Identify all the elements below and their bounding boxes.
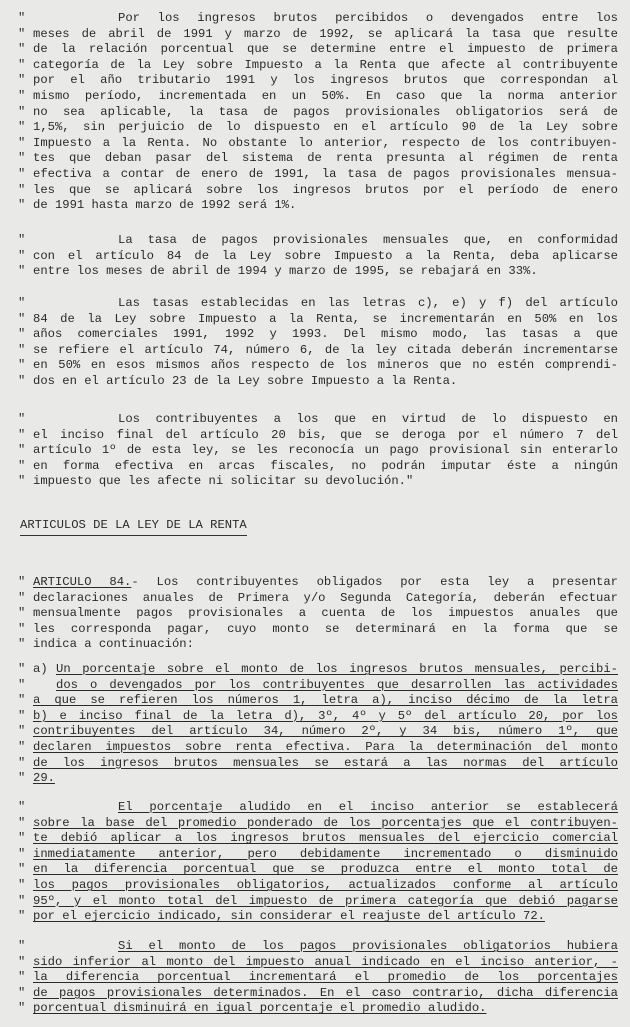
quote-mark: " [18, 198, 26, 213]
line-text [33, 89, 618, 105]
quote-mark: " [18, 342, 26, 357]
quote-mark: " [18, 427, 26, 442]
quote-mark: " [18, 708, 26, 723]
line-content: El porcentaje aludido en el inciso anterior se establecerá [118, 800, 618, 814]
quote-mark: " [18, 11, 26, 25]
line-content: Por los ingresos brutos percibidos o devengados entre los [118, 11, 618, 25]
line-text [33, 343, 618, 359]
line-text [33, 120, 618, 136]
quote-mark: " [18, 846, 26, 861]
line-content: los pagos provisionales obligatorios, actualizados conforme al artículo [33, 877, 618, 892]
line-text [33, 862, 618, 878]
line-content: Los contribuyentes a los que en virtud de lo dispuesto en [118, 412, 618, 426]
quote-mark: " [18, 182, 26, 197]
paragraph-contribuyentes-20bis [18, 412, 618, 490]
line-text [33, 151, 618, 167]
text-line [18, 970, 618, 986]
line-text [33, 374, 618, 390]
line-text [33, 709, 618, 725]
line-text [33, 105, 618, 121]
quote-mark: " [18, 815, 26, 830]
text-line [18, 637, 618, 653]
line-content: a que se refieren los números 1, letra a), inciso décimo de la letra [33, 693, 618, 708]
quote-mark: " [18, 755, 26, 770]
item-a [18, 662, 618, 787]
line-text [33, 970, 618, 986]
line-text [33, 606, 618, 622]
line-content: por el año tributario 1991 y los ingresos brutos que correspondan al [33, 73, 618, 88]
line-text [33, 771, 618, 787]
text-line [18, 847, 618, 863]
text-line [18, 58, 618, 74]
quote-mark: " [18, 662, 26, 676]
line-content: de la relación porcentual que se determine entre el impuesto de primera [33, 42, 618, 57]
line-text [33, 27, 618, 43]
text-line [18, 27, 618, 43]
quote-mark: " [18, 724, 26, 739]
line-content: artículo 1º de esta ley, se les reconocía un pago provisional sin enterarlo [33, 443, 618, 458]
text-line [18, 89, 618, 105]
quote-mark: " [18, 57, 26, 72]
line-content: de pagos provisionales determinados. En el caso contrario, dicha diferencia [33, 985, 618, 1000]
paragraph-tasa-1991 [18, 11, 618, 214]
quote-mark: " [18, 358, 26, 373]
line-text [33, 312, 618, 328]
line-content: el inciso final del artículo 20 bis, que se deroga por el número 7 del [33, 427, 618, 442]
line-text [33, 249, 618, 265]
line-text [33, 198, 618, 214]
quote-mark: " [18, 893, 26, 908]
line-content: Las tasas establecidas en las letras c), e) y f) del artículo [118, 296, 618, 310]
line-text [33, 443, 618, 459]
text-line [18, 136, 618, 152]
text-line [18, 459, 618, 475]
text-line [18, 233, 618, 249]
line-text [33, 955, 618, 971]
paragraph-si-el-monto [18, 939, 618, 1017]
line-text [33, 662, 618, 678]
quote-mark: " [18, 621, 26, 636]
quote-mark: " [18, 939, 26, 953]
line-text [33, 296, 618, 312]
line-content: 95º, y el monto total del impuesto de primera categoría que debió pagarse [33, 893, 618, 908]
quote-mark: " [18, 412, 26, 426]
line-content: La tasa de pagos provisionales mensuales que, en conformidad [118, 233, 618, 247]
text-line [18, 591, 618, 607]
line-content: no sea aplicable, la tasa de pagos provisionales obligatorios será de [33, 104, 618, 119]
quote-mark: " [18, 474, 26, 489]
quote-mark: " [18, 606, 26, 621]
line-text [33, 986, 618, 1002]
line-content: inmediatamente anterior, pero debidamente incrementado o disminuido [33, 846, 618, 861]
text-line [18, 296, 618, 312]
line-text [33, 42, 618, 58]
quote-mark: " [18, 590, 26, 605]
line-text [33, 678, 618, 694]
text-line [18, 955, 618, 971]
line-content: 84 de la Ley sobre Impuesto a la Renta, se incrementarán en 50% en los [33, 311, 618, 326]
line-text [33, 1001, 618, 1017]
section-heading: ARTICULOS DE LA LEY DE LA RENTA [20, 518, 247, 536]
quote-mark: " [18, 985, 26, 1000]
line-content: dos o devengados por los contribuyentes que desarrollen las actividades [56, 677, 618, 692]
line-text [33, 233, 618, 249]
line-text [33, 412, 618, 428]
quote-mark: " [18, 104, 26, 119]
paragraph-tasa-1994 [18, 233, 618, 280]
line-text [33, 58, 618, 74]
text-line [18, 474, 618, 490]
article-84 [18, 575, 618, 653]
text-line [18, 167, 618, 183]
line-text [33, 637, 618, 653]
quote-mark: " [18, 166, 26, 181]
text-line [18, 327, 618, 343]
text-line [18, 42, 618, 58]
text-line [18, 606, 618, 622]
line-content: les que se aplicará sobre los ingresos brutos por el período de enero [33, 182, 618, 197]
line-text [33, 878, 618, 894]
line-text [33, 939, 618, 955]
quote-mark: " [18, 575, 26, 589]
line-content: por el ejercicio indicado, sin considerar el reajuste del artículo 72. [33, 909, 545, 924]
quote-mark: " [18, 73, 26, 88]
text-line [18, 343, 618, 359]
paragraph-tasas-letras [18, 296, 618, 390]
article-label: ARTICULO 84. [33, 575, 132, 589]
quote-mark: " [18, 264, 26, 279]
line-content: categoría de la Ley sobre Impuesto a la Renta que afecte al contribuyente [33, 57, 618, 72]
line-text [33, 264, 618, 280]
line-text [33, 428, 618, 444]
line-content: impuesto que les afecte ni solicitar su devolución." [33, 474, 414, 489]
line-text [33, 358, 618, 374]
text-line [18, 358, 618, 374]
line-content: te debió aplicar a los ingresos brutos mensuales del ejercicio comercial [33, 831, 618, 846]
text-line [18, 428, 618, 444]
line-content: meses de abril de 1991 y marzo de 1992, se aplicará la tasa que resulte [33, 26, 618, 41]
line-content: indica a continuación: [33, 637, 194, 652]
quote-mark: " [18, 233, 26, 247]
line-content: de 1991 hasta marzo de 1992 será 1%. [33, 198, 297, 213]
line-content: mismo período, incrementada en un 50%. En caso que la norma anterior [33, 88, 618, 103]
text-line [18, 816, 618, 832]
text-line [18, 693, 618, 709]
text-line [18, 105, 618, 121]
line-content: se refiere el artículo 74, número 6, de la ley citada deberán incrementarse [33, 342, 618, 357]
quote-mark: " [18, 862, 26, 877]
line-content: contribuyentes del artículo 34, número 2º, y 34 bis, número 1º, que [33, 724, 618, 739]
paragraph-porcentaje-aludido [18, 800, 618, 925]
quote-mark: " [18, 677, 26, 692]
text-line [18, 662, 618, 678]
quote-mark: " [18, 373, 26, 388]
quote-mark: " [18, 151, 26, 166]
text-line [18, 622, 618, 638]
text-line [18, 73, 618, 89]
line-content: tes que deban pasar del sistema de renta presunta al régimen de renta [33, 151, 618, 166]
text-line [18, 412, 618, 428]
quote-mark: " [18, 458, 26, 473]
line-content: Un porcentaje sobre el monto de los ingresos brutos mensuales, percibi- [56, 662, 618, 676]
line-text [33, 816, 618, 832]
line-content: Si el monto de los pagos provisionales obligatorios hubiera [118, 939, 618, 953]
quote-mark: " [18, 248, 26, 263]
text-line [18, 678, 618, 694]
line-content: sido inferior al monto del impuesto anual indicado en el inciso anterior, - [33, 954, 618, 969]
quote-mark: " [18, 88, 26, 103]
text-line [18, 894, 618, 910]
line-content: 29. [33, 771, 55, 786]
line-text [33, 11, 618, 27]
text-line [18, 862, 618, 878]
line-text [33, 591, 618, 607]
text-line [18, 312, 618, 328]
text-line [18, 724, 618, 740]
quote-mark: " [18, 954, 26, 969]
line-text [33, 459, 618, 475]
quote-mark: " [18, 296, 26, 310]
text-line [18, 11, 618, 27]
text-line [18, 198, 618, 214]
line-text [33, 740, 618, 756]
text-line [18, 120, 618, 136]
quote-mark: " [18, 443, 26, 458]
text-line [18, 800, 618, 816]
quote-mark: " [18, 135, 26, 150]
line-content: en la diferencia porcentual que se produzca entre el monto total de [33, 862, 618, 877]
text-line [18, 740, 618, 756]
line-content: mensualmente pagos provisionales a cuenta de los impuestos anuales que [33, 606, 618, 621]
line-text [33, 724, 618, 740]
line-content: la diferencia porcentual incrementará el promedio de los porcentajes [33, 970, 618, 985]
text-line [18, 709, 618, 725]
line-text [33, 73, 618, 89]
line-content: de los ingresos brutos mensuales se estará a las normas del artículo [33, 755, 618, 770]
article-first-line-text: - Los contribuyentes obligados por esta ley a presentar [131, 575, 618, 589]
line-content: en 50% en esos mismos años respecto de los mineros que no estén comprendi- [33, 358, 618, 373]
quote-mark: " [18, 637, 26, 652]
line-content: les corresponda pagar, cuyo monto se determinará en la forma que se [33, 621, 618, 636]
article-first-line [18, 575, 618, 591]
line-text [33, 909, 618, 925]
line-text [33, 136, 618, 152]
line-content: 1,5%, sin perjuicio de lo dispuesto en el artículo 90 de la Ley sobre [33, 120, 618, 135]
line-content: años comerciales 1991, 1992 y 1993. Del mismo modo, las tasas a que [33, 327, 618, 342]
text-line [18, 771, 618, 787]
quote-mark: " [18, 909, 26, 924]
quote-mark: " [18, 26, 26, 41]
line-content: en forma efectiva en arcas fiscales, no podrán imputar éste a ningún [33, 458, 618, 473]
line-text [33, 800, 618, 816]
line-text [33, 756, 618, 772]
text-line [18, 1001, 618, 1017]
line-text [33, 327, 618, 343]
text-line [18, 909, 618, 925]
quote-mark: " [18, 800, 26, 814]
quote-mark: " [18, 327, 26, 342]
line-text [33, 894, 618, 910]
text-line [18, 878, 618, 894]
line-text [33, 693, 618, 709]
line-text [33, 831, 618, 847]
text-line [18, 939, 618, 955]
text-line [18, 374, 618, 390]
line-content: Impuesto a la Renta. No obstante lo anterior, respecto de los contribuyen- [33, 135, 618, 150]
quote-mark: " [18, 739, 26, 754]
item-marker: a) [33, 662, 48, 676]
line-content: entre los meses de abril de 1994 y marzo de 1995, se rebajará en 33%. [33, 264, 538, 279]
text-line [18, 183, 618, 199]
line-content: sobre la base del promedio ponderado de los porcentajes que el contribuyen- [33, 815, 618, 830]
line-content: b) e inciso final de la letra d), 3º, 4º y 5º del artículo 20, por los [33, 708, 618, 723]
text-line [18, 249, 618, 265]
text-line [18, 443, 618, 459]
line-text [33, 167, 618, 183]
text-line [18, 756, 618, 772]
line-content: efectiva a contar de enero de 1991, la tasa de pagos provisionales mensua- [33, 166, 618, 181]
quote-mark: " [18, 120, 26, 135]
line-content: dos en el artículo 23 de la Ley sobre Impuesto a la Renta. [33, 373, 458, 388]
quote-mark: " [18, 877, 26, 892]
quote-mark: " [18, 42, 26, 57]
quote-mark: " [18, 311, 26, 326]
quote-mark: " [18, 831, 26, 846]
line-content: declaraciones anuales de Primera y/o Segunda Categoría, deberán efectuar [33, 590, 618, 605]
text-line [18, 151, 618, 167]
quote-mark: " [18, 693, 26, 708]
line-text [33, 847, 618, 863]
text-line [18, 986, 618, 1002]
quote-mark: " [18, 771, 26, 786]
line-text [33, 474, 618, 490]
line-text [33, 622, 618, 638]
line-text [33, 183, 618, 199]
text-line [18, 264, 618, 280]
line-content: porcentual disminuirá en igual porcentaje el promedio aludido. [33, 1001, 487, 1016]
line-content: con el artículo 84 de la Ley sobre Impuesto a la Renta, deba aplicarse [33, 248, 618, 263]
quote-mark: " [18, 970, 26, 985]
text-line [18, 831, 618, 847]
quote-mark: " [18, 1001, 26, 1016]
line-content: declaren impuestos sobre renta efectiva. Para la determinación del monto [33, 739, 618, 754]
